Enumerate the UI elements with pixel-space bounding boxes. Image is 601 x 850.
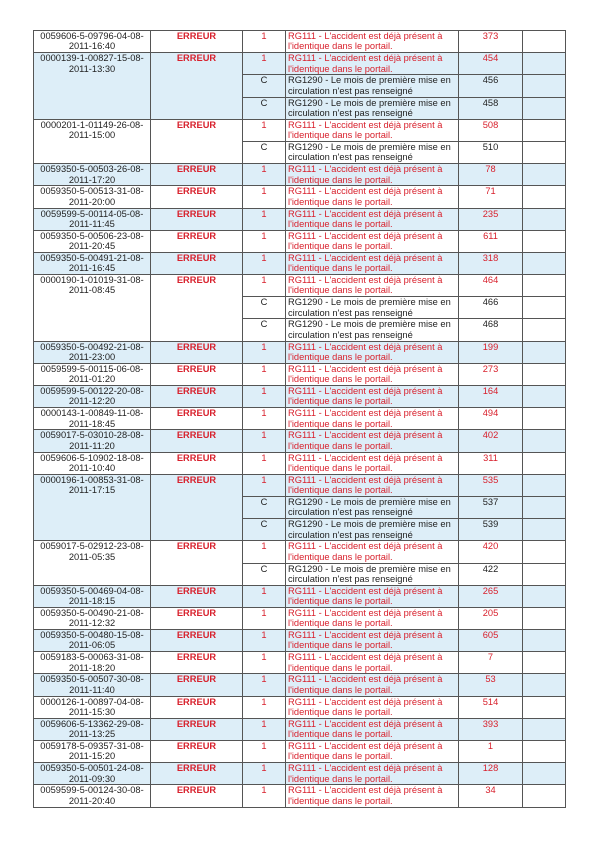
number-cell: 494 bbox=[459, 408, 523, 430]
table-row bbox=[34, 119, 566, 141]
status-cell: ERREUR bbox=[151, 186, 243, 208]
empty-cell bbox=[523, 97, 566, 119]
status-cell: ERREUR bbox=[151, 31, 243, 53]
message-cell: RG111 - L'accident est déjà présent à l'identique dans le portail. bbox=[286, 363, 459, 385]
table-row bbox=[34, 696, 566, 718]
message-cell: RG111 - L'accident est déjà présent à l'identique dans le portail. bbox=[286, 585, 459, 607]
number-cell: 611 bbox=[459, 230, 523, 252]
status-cell: ERREUR bbox=[151, 252, 243, 274]
number-cell: 393 bbox=[459, 718, 523, 740]
empty-cell bbox=[523, 630, 566, 652]
empty-cell bbox=[523, 75, 566, 97]
number-cell: 464 bbox=[459, 275, 523, 297]
code-cell: C bbox=[243, 75, 286, 97]
status-cell: ERREUR bbox=[151, 696, 243, 718]
number-cell: 265 bbox=[459, 585, 523, 607]
record-id-cell: 0059599-5-00115-06-08-2011-01:20 bbox=[34, 363, 151, 385]
empty-cell bbox=[523, 452, 566, 474]
record-id-cell: 0000190-1-01019-31-08-2011-08:45 bbox=[34, 275, 151, 342]
number-cell: 318 bbox=[459, 252, 523, 274]
status-cell: ERREUR bbox=[151, 763, 243, 785]
record-id-cell: 0059350-5-00480-15-08-2011-06:05 bbox=[34, 630, 151, 652]
number-cell: 454 bbox=[459, 53, 523, 75]
message-cell: RG111 - L'accident est déjà présent à l'identique dans le portail. bbox=[286, 607, 459, 629]
status-cell: ERREUR bbox=[151, 741, 243, 763]
code-cell: C bbox=[243, 563, 286, 585]
message-cell: RG111 - L'accident est déjà présent à l'identique dans le portail. bbox=[286, 452, 459, 474]
message-cell: RG111 - L'accident est déjà présent à l'identique dans le portail. bbox=[286, 341, 459, 363]
table-row bbox=[34, 363, 566, 385]
empty-cell bbox=[523, 607, 566, 629]
record-id-cell: 0059350-5-00506-23-08-2011-20:45 bbox=[34, 230, 151, 252]
message-cell: RG1290 - Le mois de première mise en circulation n'est pas renseigné bbox=[286, 97, 459, 119]
code-cell: 1 bbox=[243, 164, 286, 186]
status-cell: ERREUR bbox=[151, 53, 243, 120]
record-id-cell: 0059606-5-10902-18-08-2011-10:40 bbox=[34, 452, 151, 474]
number-cell: 205 bbox=[459, 607, 523, 629]
number-cell: 537 bbox=[459, 496, 523, 518]
status-cell: ERREUR bbox=[151, 386, 243, 408]
status-cell: ERREUR bbox=[151, 119, 243, 163]
empty-cell bbox=[523, 519, 566, 541]
table-row bbox=[34, 252, 566, 274]
code-cell: 1 bbox=[243, 341, 286, 363]
code-cell: 1 bbox=[243, 119, 286, 141]
empty-cell bbox=[523, 31, 566, 53]
empty-cell bbox=[523, 541, 566, 563]
number-cell: 53 bbox=[459, 674, 523, 696]
number-cell: 402 bbox=[459, 430, 523, 452]
code-cell: C bbox=[243, 141, 286, 163]
message-cell: RG111 - L'accident est déjà présent à l'identique dans le portail. bbox=[286, 275, 459, 297]
record-id-cell: 0059606-5-09796-04-08-2011-16:40 bbox=[34, 31, 151, 53]
number-cell: 199 bbox=[459, 341, 523, 363]
record-id-cell: 0000196-1-00853-31-08-2011-17:15 bbox=[34, 474, 151, 541]
empty-cell bbox=[523, 718, 566, 740]
table-row bbox=[34, 718, 566, 740]
code-cell: 1 bbox=[243, 585, 286, 607]
table-row bbox=[34, 674, 566, 696]
code-cell: 1 bbox=[243, 230, 286, 252]
record-id-cell: 0000139-1-00827-15-08-2011-13:30 bbox=[34, 53, 151, 120]
number-cell: 514 bbox=[459, 696, 523, 718]
status-cell: ERREUR bbox=[151, 607, 243, 629]
code-cell: 1 bbox=[243, 785, 286, 807]
table-row bbox=[34, 408, 566, 430]
status-cell: ERREUR bbox=[151, 430, 243, 452]
empty-cell bbox=[523, 363, 566, 385]
number-cell: 1 bbox=[459, 741, 523, 763]
code-cell: C bbox=[243, 319, 286, 341]
record-id-cell: 0059350-5-00513-31-08-2011-20:00 bbox=[34, 186, 151, 208]
table-row bbox=[34, 541, 566, 563]
code-cell: 1 bbox=[243, 363, 286, 385]
status-cell: ERREUR bbox=[151, 718, 243, 740]
code-cell: 1 bbox=[243, 252, 286, 274]
empty-cell bbox=[523, 186, 566, 208]
number-cell: 128 bbox=[459, 763, 523, 785]
number-cell: 420 bbox=[459, 541, 523, 563]
record-id-cell: 0059599-5-00122-20-08-2011-12:20 bbox=[34, 386, 151, 408]
code-cell: 1 bbox=[243, 452, 286, 474]
number-cell: 235 bbox=[459, 208, 523, 230]
empty-cell bbox=[523, 652, 566, 674]
number-cell: 508 bbox=[459, 119, 523, 141]
code-cell: C bbox=[243, 496, 286, 518]
table-row bbox=[34, 164, 566, 186]
message-cell: RG111 - L'accident est déjà présent à l'identique dans le portail. bbox=[286, 696, 459, 718]
number-cell: 273 bbox=[459, 363, 523, 385]
message-cell: RG111 - L'accident est déjà présent à l'identique dans le portail. bbox=[286, 164, 459, 186]
status-cell: ERREUR bbox=[151, 785, 243, 807]
code-cell: 1 bbox=[243, 408, 286, 430]
message-cell: RG111 - L'accident est déjà présent à l'identique dans le portail. bbox=[286, 674, 459, 696]
empty-cell bbox=[523, 119, 566, 141]
record-id-cell: 0059183-5-00063-31-08-2011-18:20 bbox=[34, 652, 151, 674]
number-cell: 78 bbox=[459, 164, 523, 186]
empty-cell bbox=[523, 696, 566, 718]
code-cell: 1 bbox=[243, 741, 286, 763]
code-cell: 1 bbox=[243, 696, 286, 718]
record-id-cell: 0000143-1-00849-11-08-2011-18:45 bbox=[34, 408, 151, 430]
code-cell: 1 bbox=[243, 275, 286, 297]
table-row bbox=[34, 31, 566, 53]
message-cell: RG1290 - Le mois de première mise en circulation n'est pas renseigné bbox=[286, 519, 459, 541]
code-cell: 1 bbox=[243, 186, 286, 208]
status-cell: ERREUR bbox=[151, 164, 243, 186]
table-row bbox=[34, 763, 566, 785]
code-cell: 1 bbox=[243, 474, 286, 496]
message-cell: RG111 - L'accident est déjà présent à l'identique dans le portail. bbox=[286, 386, 459, 408]
record-id-cell: 0059599-5-00124-30-08-2011-20:40 bbox=[34, 785, 151, 807]
table-row bbox=[34, 186, 566, 208]
message-cell: RG1290 - Le mois de première mise en circulation n'est pas renseigné bbox=[286, 75, 459, 97]
status-cell: ERREUR bbox=[151, 630, 243, 652]
number-cell: 164 bbox=[459, 386, 523, 408]
empty-cell bbox=[523, 208, 566, 230]
status-cell: ERREUR bbox=[151, 275, 243, 342]
code-cell: 1 bbox=[243, 53, 286, 75]
empty-cell bbox=[523, 474, 566, 496]
status-cell: ERREUR bbox=[151, 230, 243, 252]
empty-cell bbox=[523, 230, 566, 252]
number-cell: 456 bbox=[459, 75, 523, 97]
empty-cell bbox=[523, 563, 566, 585]
empty-cell bbox=[523, 164, 566, 186]
message-cell: RG111 - L'accident est déjà présent à l'identique dans le portail. bbox=[286, 541, 459, 563]
status-cell: ERREUR bbox=[151, 652, 243, 674]
empty-cell bbox=[523, 275, 566, 297]
number-cell: 468 bbox=[459, 319, 523, 341]
code-cell: 1 bbox=[243, 541, 286, 563]
error-report-table bbox=[33, 30, 566, 808]
table-row bbox=[34, 341, 566, 363]
code-cell: C bbox=[243, 519, 286, 541]
status-cell: ERREUR bbox=[151, 208, 243, 230]
message-cell: RG111 - L'accident est déjà présent à l'identique dans le portail. bbox=[286, 652, 459, 674]
record-id-cell: 0059017-5-02912-23-08-2011-05:35 bbox=[34, 541, 151, 585]
number-cell: 422 bbox=[459, 563, 523, 585]
code-cell: 1 bbox=[243, 208, 286, 230]
empty-cell bbox=[523, 297, 566, 319]
table-row bbox=[34, 230, 566, 252]
empty-cell bbox=[523, 496, 566, 518]
message-cell: RG111 - L'accident est déjà présent à l'identique dans le portail. bbox=[286, 186, 459, 208]
empty-cell bbox=[523, 53, 566, 75]
code-cell: 1 bbox=[243, 718, 286, 740]
message-cell: RG111 - L'accident est déjà présent à l'identique dans le portail. bbox=[286, 208, 459, 230]
empty-cell bbox=[523, 319, 566, 341]
empty-cell bbox=[523, 141, 566, 163]
message-cell: RG111 - L'accident est déjà présent à l'identique dans le portail. bbox=[286, 31, 459, 53]
message-cell: RG111 - L'accident est déjà présent à l'identique dans le portail. bbox=[286, 53, 459, 75]
record-id-cell: 0059017-5-03010-28-08-2011-11:20 bbox=[34, 430, 151, 452]
status-cell: ERREUR bbox=[151, 452, 243, 474]
status-cell: ERREUR bbox=[151, 341, 243, 363]
empty-cell bbox=[523, 763, 566, 785]
table-row bbox=[34, 53, 566, 75]
number-cell: 510 bbox=[459, 141, 523, 163]
empty-cell bbox=[523, 408, 566, 430]
status-cell: ERREUR bbox=[151, 408, 243, 430]
message-cell: RG111 - L'accident est déjà présent à l'identique dans le portail. bbox=[286, 630, 459, 652]
code-cell: 1 bbox=[243, 607, 286, 629]
number-cell: 539 bbox=[459, 519, 523, 541]
record-id-cell: 0059350-5-00503-26-08-2011-17:20 bbox=[34, 164, 151, 186]
status-cell: ERREUR bbox=[151, 585, 243, 607]
record-id-cell: 0000201-1-01149-26-08-2011-15:00 bbox=[34, 119, 151, 163]
table-row bbox=[34, 474, 566, 496]
record-id-cell: 0059178-5-09357-31-08-2011-15:20 bbox=[34, 741, 151, 763]
empty-cell bbox=[523, 585, 566, 607]
table-row bbox=[34, 785, 566, 807]
message-cell: RG111 - L'accident est déjà présent à l'identique dans le portail. bbox=[286, 763, 459, 785]
empty-cell bbox=[523, 785, 566, 807]
message-cell: RG111 - L'accident est déjà présent à l'identique dans le portail. bbox=[286, 474, 459, 496]
message-cell: RG111 - L'accident est déjà présent à l'identique dans le portail. bbox=[286, 785, 459, 807]
empty-cell bbox=[523, 674, 566, 696]
number-cell: 311 bbox=[459, 452, 523, 474]
table-row bbox=[34, 741, 566, 763]
message-cell: RG111 - L'accident est déjà présent à l'identique dans le portail. bbox=[286, 252, 459, 274]
number-cell: 605 bbox=[459, 630, 523, 652]
table-row bbox=[34, 607, 566, 629]
number-cell: 71 bbox=[459, 186, 523, 208]
empty-cell bbox=[523, 252, 566, 274]
status-cell: ERREUR bbox=[151, 474, 243, 541]
number-cell: 7 bbox=[459, 652, 523, 674]
message-cell: RG1290 - Le mois de première mise en circulation n'est pas renseigné bbox=[286, 319, 459, 341]
code-cell: 1 bbox=[243, 763, 286, 785]
table-row bbox=[34, 275, 566, 297]
table-row bbox=[34, 652, 566, 674]
code-cell: 1 bbox=[243, 430, 286, 452]
table-row bbox=[34, 386, 566, 408]
empty-cell bbox=[523, 341, 566, 363]
record-id-cell: 0059350-5-00501-24-08-2011-09:30 bbox=[34, 763, 151, 785]
message-cell: RG111 - L'accident est déjà présent à l'identique dans le portail. bbox=[286, 119, 459, 141]
table-row bbox=[34, 452, 566, 474]
message-cell: RG111 - L'accident est déjà présent à l'identique dans le portail. bbox=[286, 718, 459, 740]
table-row bbox=[34, 208, 566, 230]
number-cell: 535 bbox=[459, 474, 523, 496]
message-cell: RG111 - L'accident est déjà présent à l'identique dans le portail. bbox=[286, 741, 459, 763]
table-body bbox=[34, 31, 566, 808]
empty-cell bbox=[523, 741, 566, 763]
number-cell: 466 bbox=[459, 297, 523, 319]
code-cell: 1 bbox=[243, 386, 286, 408]
record-id-cell: 0059350-5-00492-21-08-2011-23:00 bbox=[34, 341, 151, 363]
message-cell: RG111 - L'accident est déjà présent à l'identique dans le portail. bbox=[286, 230, 459, 252]
record-id-cell: 0059606-5-13362-29-08-2011-13:25 bbox=[34, 718, 151, 740]
code-cell: C bbox=[243, 97, 286, 119]
code-cell: 1 bbox=[243, 674, 286, 696]
message-cell: RG1290 - Le mois de première mise en circulation n'est pas renseigné bbox=[286, 563, 459, 585]
record-id-cell: 0059350-5-00491-21-08-2011-16:45 bbox=[34, 252, 151, 274]
message-cell: RG111 - L'accident est déjà présent à l'identique dans le portail. bbox=[286, 430, 459, 452]
message-cell: RG1290 - Le mois de première mise en circulation n'est pas renseigné bbox=[286, 496, 459, 518]
code-cell: C bbox=[243, 297, 286, 319]
message-cell: RG1290 - Le mois de première mise en circulation n'est pas renseigné bbox=[286, 297, 459, 319]
table-row bbox=[34, 630, 566, 652]
code-cell: 1 bbox=[243, 652, 286, 674]
number-cell: 34 bbox=[459, 785, 523, 807]
status-cell: ERREUR bbox=[151, 363, 243, 385]
number-cell: 458 bbox=[459, 97, 523, 119]
status-cell: ERREUR bbox=[151, 674, 243, 696]
table-row bbox=[34, 430, 566, 452]
record-id-cell: 0000126-1-00897-04-08-2011-15:30 bbox=[34, 696, 151, 718]
table-row bbox=[34, 585, 566, 607]
number-cell: 373 bbox=[459, 31, 523, 53]
record-id-cell: 0059350-5-00490-21-08-2011-12:32 bbox=[34, 607, 151, 629]
message-cell: RG111 - L'accident est déjà présent à l'identique dans le portail. bbox=[286, 408, 459, 430]
code-cell: 1 bbox=[243, 31, 286, 53]
record-id-cell: 0059350-5-00507-30-08-2011-11:40 bbox=[34, 674, 151, 696]
record-id-cell: 0059350-5-00469-04-08-2011-18:15 bbox=[34, 585, 151, 607]
status-cell: ERREUR bbox=[151, 541, 243, 585]
code-cell: 1 bbox=[243, 630, 286, 652]
message-cell: RG1290 - Le mois de première mise en circulation n'est pas renseigné bbox=[286, 141, 459, 163]
empty-cell bbox=[523, 386, 566, 408]
empty-cell bbox=[523, 430, 566, 452]
record-id-cell: 0059599-5-00114-05-08-2011-11:45 bbox=[34, 208, 151, 230]
